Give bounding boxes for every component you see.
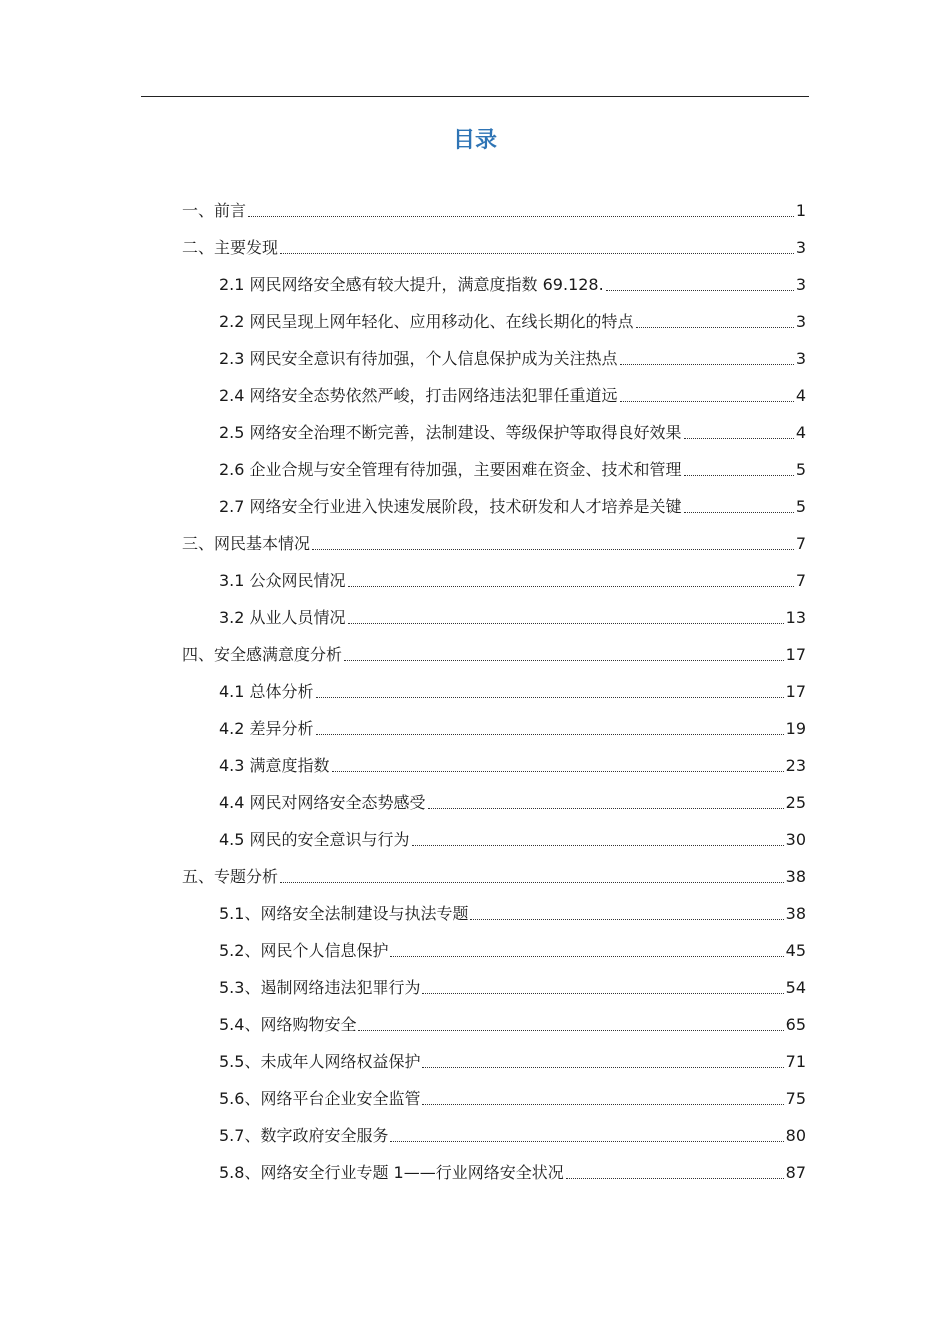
toc-entry[interactable] [182,229,806,266]
toc-entry-label: 4.5 网民的安全意识与行为 [219,830,410,849]
toc-leader-dots [566,1178,784,1179]
toc-leader-dots [470,919,783,920]
toc-entry-page: 30 [785,830,806,849]
toc-leader-dots [390,1141,783,1142]
toc-entry[interactable] [219,969,806,1006]
toc-entry[interactable] [219,821,806,858]
toc-entry-label: 五、专题分析 [182,867,279,886]
toc-leader-dots [428,808,784,809]
toc-entry[interactable] [219,895,806,932]
toc-entry[interactable] [219,377,806,414]
toc-leader-dots [280,253,794,254]
toc-entry[interactable] [219,303,806,340]
toc-entry-label: 4.2 差异分析 [219,719,314,738]
toc-entry-label: 5.7、数字政府安全服务 [219,1126,389,1145]
toc-entry-label: 2.5 网络安全治理不断完善，法制建设、等级保护等取得良好效果 [219,423,682,442]
toc-leader-dots [332,771,784,772]
toc-entry[interactable] [219,784,806,821]
toc-entry-label: 5.2、网民个人信息保护 [219,941,389,960]
toc-entry[interactable] [219,673,806,710]
toc-entry-label: 5.1、网络安全法制建设与执法专题 [219,904,469,923]
toc-leader-dots [390,956,783,957]
toc-leader-dots [348,623,784,624]
toc-entry-page: 17 [785,645,806,664]
toc-entry[interactable] [182,192,806,229]
toc-entry[interactable] [219,562,806,599]
toc-leader-dots [606,290,794,291]
toc-entry-page: 4 [795,386,806,405]
toc-entry-label: 2.6 企业合规与安全管理有待加强，主要困难在资金、技术和管理 [219,460,682,479]
toc-entry-page: 19 [785,719,806,738]
toc-entry-label: 一、前言 [182,201,247,220]
toc-entry-page: 54 [785,978,806,997]
toc-entry[interactable] [219,414,806,451]
toc-leader-dots [620,364,794,365]
toc-entry-label: 3.2 从业人员情况 [219,608,346,627]
toc-entry-page: 38 [785,867,806,886]
toc-entry-label: 2.4 网络安全态势依然严峻，打击网络违法犯罪任重道远 [219,386,618,405]
toc-entry[interactable] [219,1117,806,1154]
toc-entry[interactable] [219,599,806,636]
toc-leader-dots [344,660,784,661]
toc-entry-page: 75 [785,1089,806,1108]
toc-leader-dots [280,882,784,883]
toc-entry-page: 23 [785,756,806,775]
toc-entry[interactable] [182,858,806,895]
toc-leader-dots [684,512,794,513]
toc-entry-page: 38 [785,904,806,923]
toc-entry-label: 5.8、网络安全行业专题 1——行业网络安全状况 [219,1163,564,1182]
toc-entry-page: 5 [795,460,806,479]
toc-entry[interactable] [182,636,806,673]
toc-entry[interactable] [219,1006,806,1043]
toc-entry-page: 71 [785,1052,806,1071]
toc-entry[interactable] [219,1043,806,1080]
toc-entry-page: 87 [785,1163,806,1182]
toc-entry[interactable] [219,488,806,525]
toc-leader-dots [412,845,784,846]
toc-entry-label: 4.4 网民对网络安全态势感受 [219,793,426,812]
toc-entry[interactable] [219,747,806,784]
toc-leader-dots [684,475,794,476]
toc-leader-dots [422,1067,783,1068]
toc-entry[interactable] [219,451,806,488]
toc-entry[interactable] [219,1154,806,1191]
toc-entry-page: 4 [795,423,806,442]
toc-entry-label: 2.2 网民呈现上网年轻化、应用移动化、在线长期化的特点 [219,312,634,331]
toc-entry-page: 65 [785,1015,806,1034]
toc-entry-page: 7 [795,534,806,553]
page-title: 目录 [452,128,497,153]
toc-entry-label: 4.1 总体分析 [219,682,314,701]
toc-entry-page: 3 [795,238,806,257]
toc-entry-label: 5.3、遏制网络违法犯罪行为 [219,978,421,997]
toc-entry-page: 45 [785,941,806,960]
toc-leader-dots [348,586,794,587]
toc-entry-page: 3 [795,349,806,368]
toc-leader-dots [248,216,794,217]
toc-entry-page: 3 [795,275,806,294]
toc-entry-label: 3.1 公众网民情况 [219,571,346,590]
toc-entry-page: 7 [795,571,806,590]
toc-entry-label: 四、安全感满意度分析 [182,645,343,664]
toc-entry-label: 三、网民基本情况 [182,534,311,553]
toc-entry-label: 2.7 网络安全行业进入快速发展阶段，技术研发和人才培养是关键 [219,497,682,516]
toc-entry-page: 5 [795,497,806,516]
toc-leader-dots [620,401,794,402]
toc-entry-page: 80 [785,1126,806,1145]
toc-entry[interactable] [219,266,806,303]
toc-leader-dots [636,327,794,328]
toc-leader-dots [422,993,783,994]
toc-entry-page: 3 [795,312,806,331]
toc-leader-dots [684,438,794,439]
toc-entry-label: 4.3 满意度指数 [219,756,330,775]
toc-entry-label: 二、主要发现 [182,238,279,257]
toc-entry-page: 17 [785,682,806,701]
toc-entry-label: 2.1 网民网络安全感有较大提升，满意度指数 69.128. [219,275,604,294]
toc-leader-dots [358,1030,783,1031]
toc-entry-label: 2.3 网民安全意识有待加强，个人信息保护成为关注热点 [219,349,618,368]
toc-entry[interactable] [219,932,806,969]
toc-entry[interactable] [219,340,806,377]
toc-leader-dots [422,1104,783,1105]
toc-leader-dots [316,734,784,735]
toc-leader-dots [316,697,784,698]
toc-leader-dots [312,549,794,550]
toc-entry-label: 5.6、网络平台企业安全监管 [219,1089,421,1108]
toc-entry[interactable] [219,710,806,747]
toc-entry[interactable] [219,1080,806,1117]
toc-entry-label: 5.5、未成年人网络权益保护 [219,1052,421,1071]
toc-entry-page: 25 [785,793,806,812]
header-rule [141,96,809,97]
toc-entry[interactable] [182,525,806,562]
toc-entry-page: 1 [795,201,806,220]
toc-entry-label: 5.4、网络购物安全 [219,1015,357,1034]
toc-entry-page: 13 [785,608,806,627]
